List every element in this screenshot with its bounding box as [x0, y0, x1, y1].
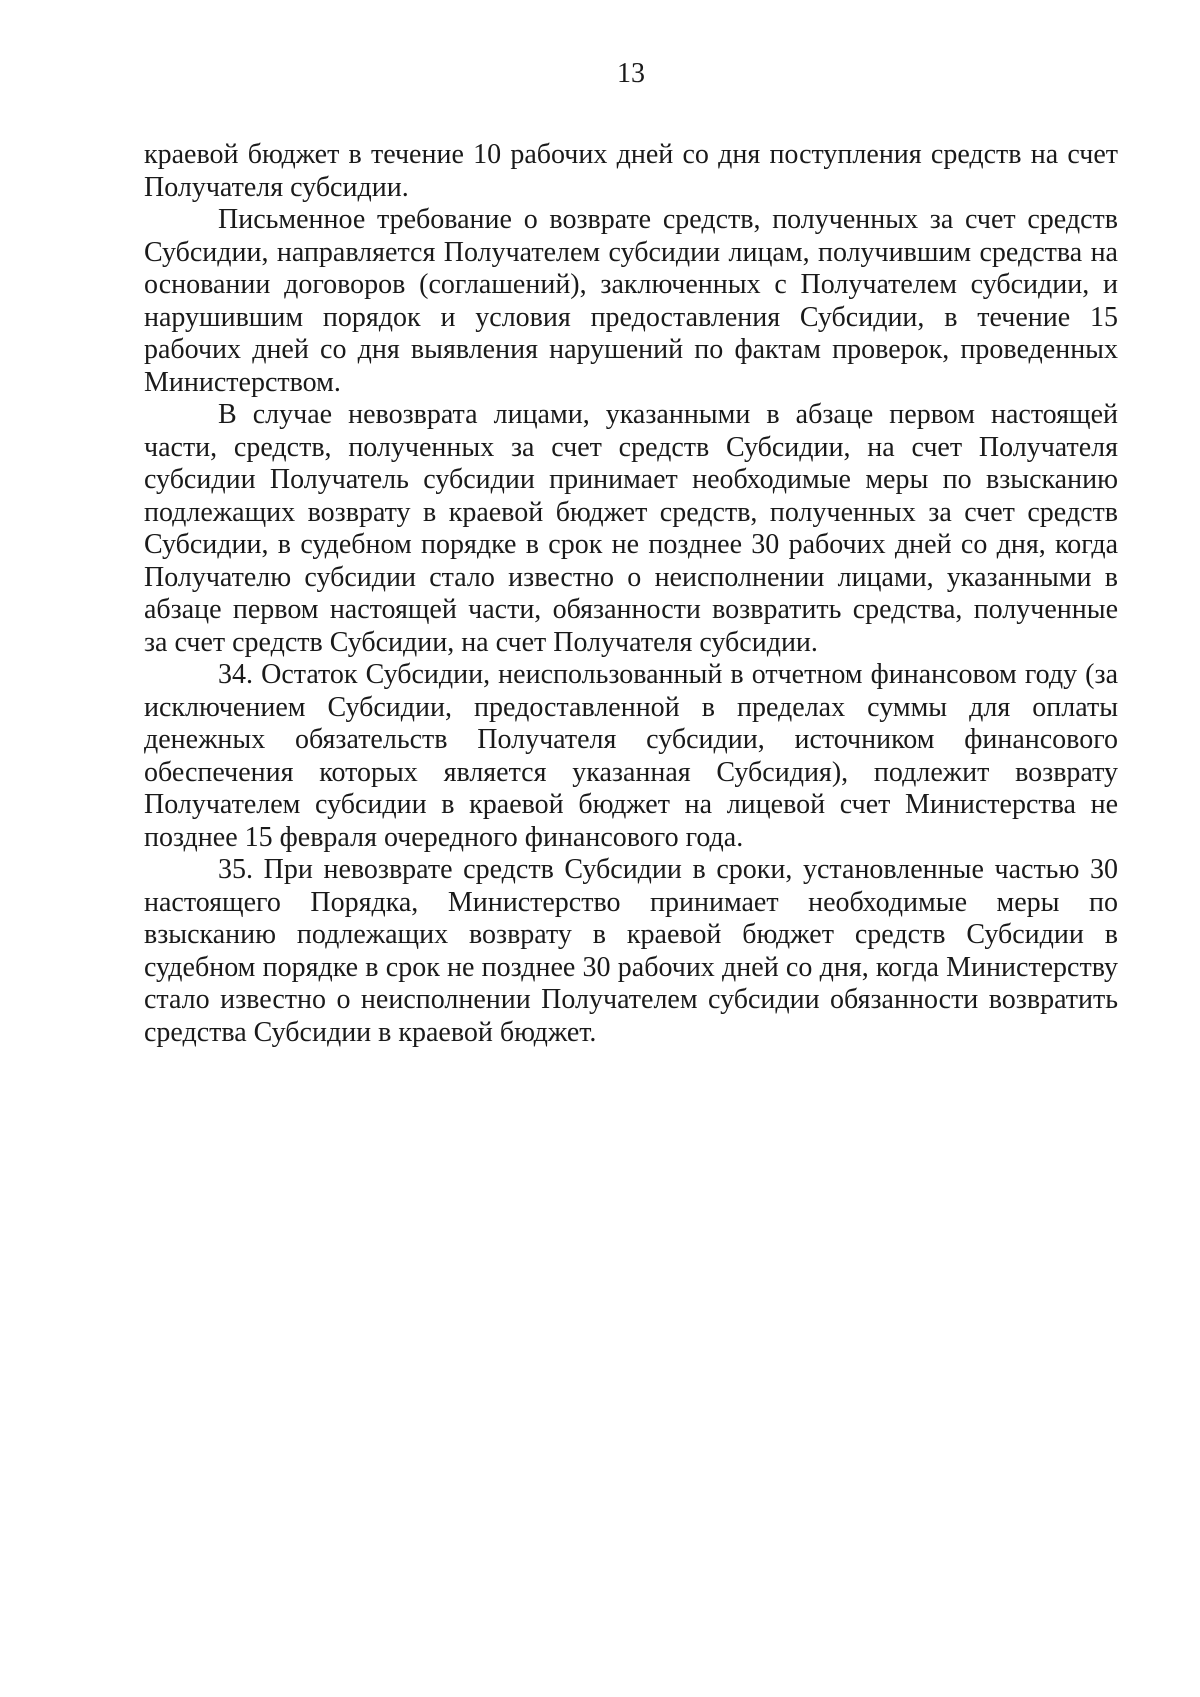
page-number: 13: [617, 58, 645, 89]
document-body: [144, 139, 1118, 1049]
paragraph-clause-34: 34. Остаток Субсидии, неиспользованный в отчетном финансовом году (за исключением Субсидии, предоставленной в пределах суммы для оплаты денежных обязательств Получателя субсидии, источником финансового обеспечения которых является указанная Субсидия), подлежит возврату Получателем субсидии в краевой бюджет на лицевой счет Министерства не позднее 15 февраля очередного финансового года.: [144, 659, 1118, 853]
paragraph-non-return-by-persons: В случае невозврата лицами, указанными в абзаце первом настоящей части, средств, полученных за счет средств Субсидии, на счет Получателя субсидии Получатель субсидии принимает необходимые меры по взысканию подлежащих возврату в краевой бюджет средств, полученных за счет средств Субсидии, в судебном порядке в срок не позднее 30 рабочих дней со дня, когда Получателю субсидии стало известно о неисполнении лицами, указанными в абзаце первом настоящей части, обязанности возвратить средства, полученные за счет средств Субсидии, на счет Получателя субсидии.: [144, 399, 1118, 658]
paragraph-continuation: краевой бюджет в течение 10 рабочих дней со дня поступления средств на счет Получателя субсидии.: [144, 139, 1118, 203]
paragraph-written-demand: Письменное требование о возврате средств, полученных за счет средств Субсидии, направляется Получателем субсидии лицам, получившим средства на основании договоров (соглашений), заключенных с Получателем субсидии, и нарушившим порядок и условия предоставления Субсидии, в течение 15 рабочих дней со дня выявления нарушений по фактам проверок, проведенных Министерством.: [144, 204, 1118, 398]
paragraph-clause-35: 35. При невозврате средств Субсидии в сроки, установленные частью 30 настоящего Порядка, Министерство принимает необходимые меры по взысканию подлежащих возврату в краевой бюджет средств Субсидии в судебном порядке в срок не позднее 30 рабочих дней со дня, когда Министерству стало известно о неисполнении Получателем субсидии обязанности возвратить средства Субсидии в краевой бюджет.: [144, 854, 1118, 1048]
